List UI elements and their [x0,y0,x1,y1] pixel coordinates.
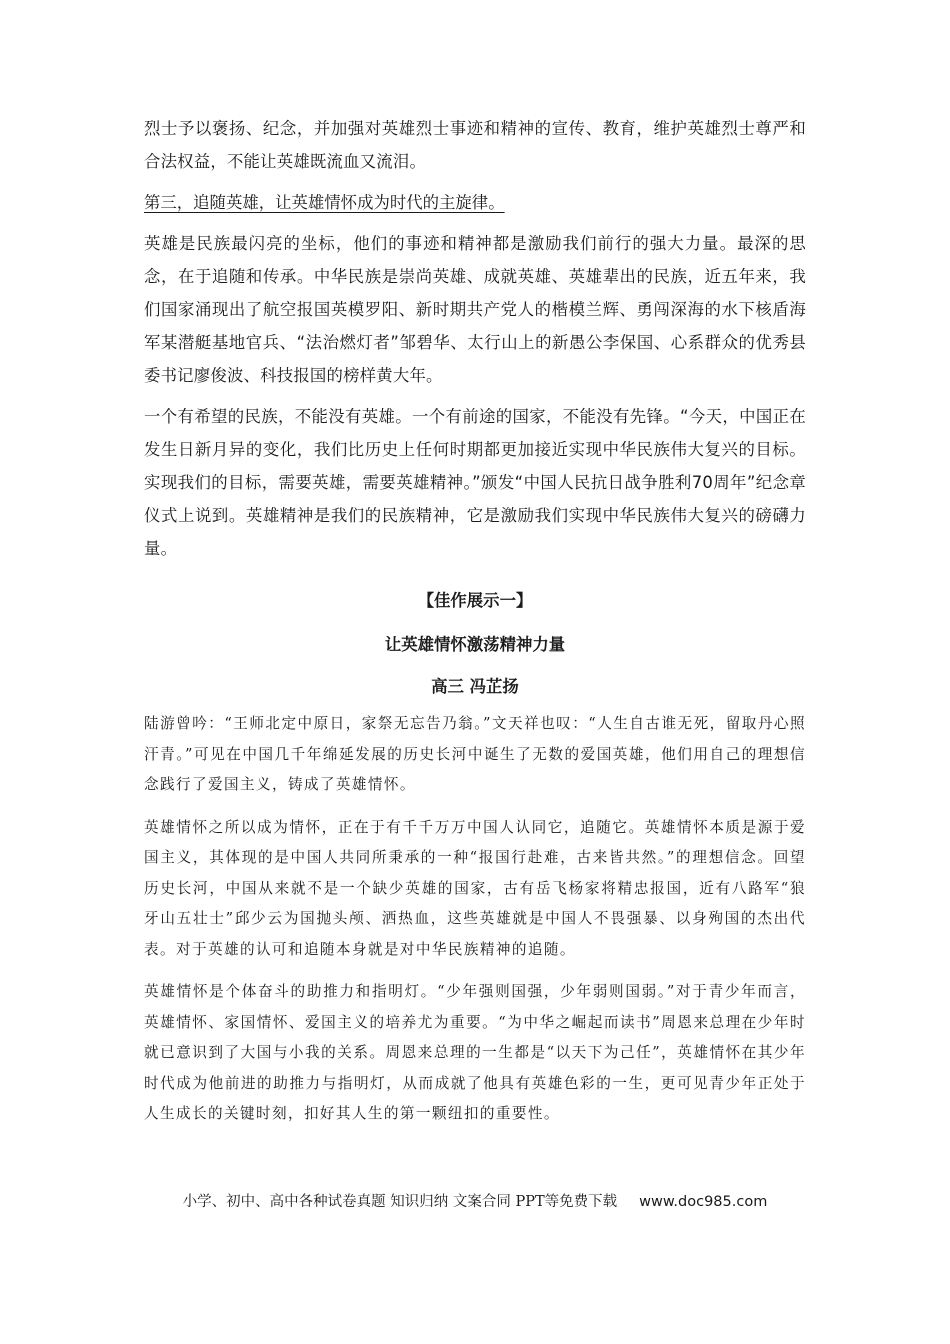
essay-paragraph: 英雄情怀是个体奋斗的助推力和指明灯。“少年强则国强，少年弱则国弱。”对于青少年而言，英雄情怀、家国情怀、爱国主义的培养尤为重要。“为中华之崛起而读书”周恩来总理在少年时就已意识到了大国与小我的关系。周恩来总理的一生都是“以天下为己任”，英雄情怀在其少年时代成为他前进的助推力与指明灯，从而成就了他具有英雄色彩的一生，更可见青少年正处于人生成长的关键时刻，扣好其人生的第一颗纽扣的重要性。 [144,983,806,1122]
footer-text: 小学、初中、高中各种试卷真题 知识归纳 文案合同 PPT等免费下载 [182,1194,618,1210]
page-footer [0,1190,950,1211]
section-heading [144,186,806,219]
section-heading-text: 第三，追随英雄，让英雄情怀成为时代的主旋律。 [144,193,505,212]
showcase-label: 【佳作展示一】 [417,591,533,610]
document-body [144,112,806,1142]
essay-content [144,709,806,1130]
footer-website-link[interactable]: www.doc985.com [639,1194,768,1210]
body-paragraph: 英雄是民族最闪亮的坐标，他们的事迹和精神都是激励我们前行的强大力量。最深的思念，在于追随和传承。中华民族是崇尚英雄、成就英雄、英雄辈出的民族，近五年来，我们国家涌现出了航空报国英模罗阳、新时期共产党人的楷模兰辉、勇闯深海的水下核盾海军某潜艇基地官兵、“法治燃灯者”邹碧华、太行山上的新愚公李保国、心系群众的优秀县委书记廖俊波、科技报国的榜样黄大年。 [144,234,806,385]
essay-paragraph: 陆游曾吟：“王师北定中原日，家祭无忘告乃翁。”文天祥也叹：“人生自古谁无死，留取丹心照汗青。”可见在中国几千年绵延发展的历史长河中诞生了无数的爱国英雄，他们用自己的理想信念践行了爱国主义，铸成了英雄情怀。 [144,715,806,793]
body-paragraph: 一个有希望的民族，不能没有英雄。一个有前途的国家，不能没有先锋。“今天，中国正在发生日新月异的变化，我们比历史上任何时期都更加接近实现中华民族伟大复兴的目标。实现我们的目标，需要英雄，需要英雄精神。”颁发“中国人民抗日战争胜利70周年”纪念章仪式上说到。英雄精神是我们的民族精神，它是激励我们实现中华民族伟大复兴的磅礴力量。 [144,407,806,558]
essay-author: 高三 冯芷扬 [431,677,519,696]
body-paragraph: 烈士予以褒扬、纪念，并加强对英雄烈士事迹和精神的宣传、教育，维护英雄烈士尊严和合法权益，不能让英雄既流血又流泪。 [144,119,806,171]
essay-title: 让英雄情怀激荡精神力量 [384,635,566,654]
essay-paragraph: 英雄情怀之所以成为情怀，正在于有千千万万中国人认同它，追随它。英雄情怀本质是源于爱国主义，其体现的是中国人共同所秉承的一种“报国行赴难，古来皆共然。”的理想信念。回望历史长河，中国从来就不是一个缺少英雄的国家，古有岳飞杨家将精忠报国，近有八路军“狼牙山五壮士”邱少云为国抛头颅、洒热血，这些英雄就是中国人不畏强暴、以身殉国的杰出代表。对于英雄的认可和追随本身就是对中华民族精神的追随。 [144,818,806,958]
